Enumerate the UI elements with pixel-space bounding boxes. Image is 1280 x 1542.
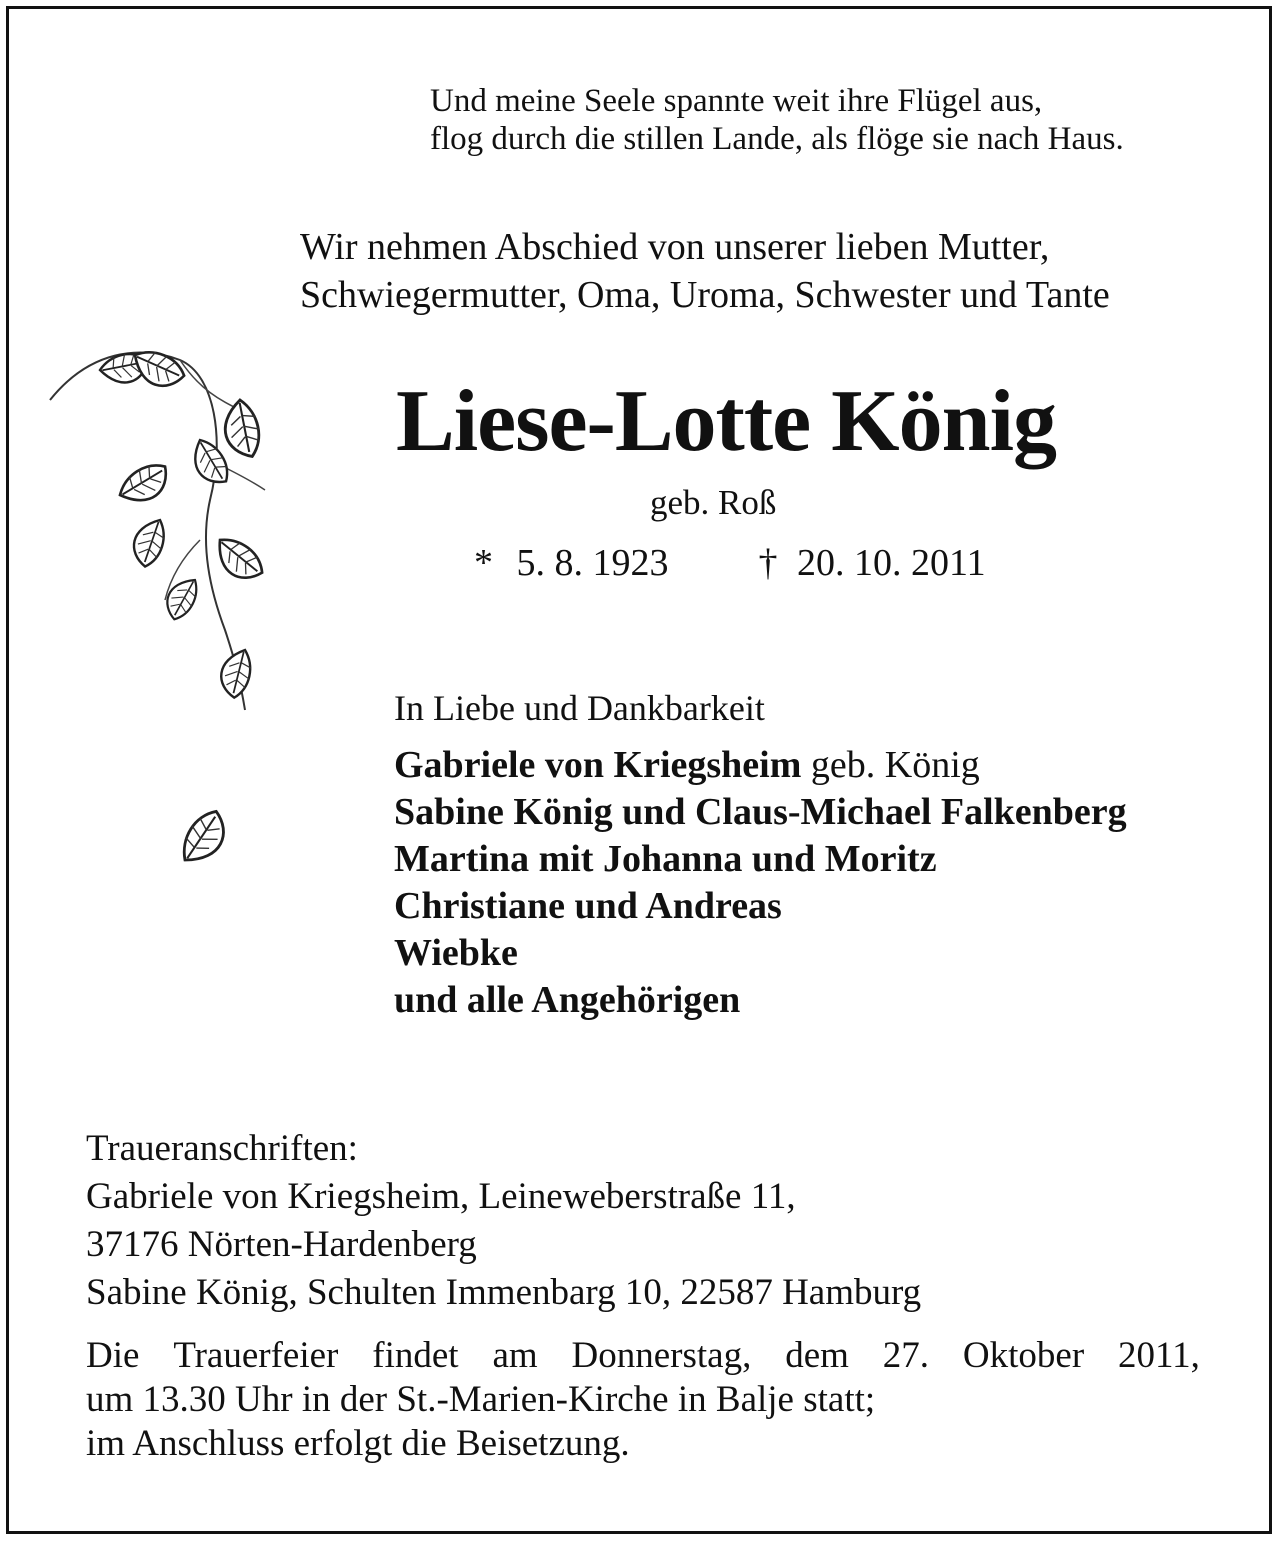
mourners-list <box>394 742 1127 1024</box>
mourners-intro: In Liebe und Dankbarkeit <box>394 688 765 728</box>
ceremony-line-2: um 13.30 Uhr in der St.-Marien-Kirche in Balje statt; <box>86 1379 876 1420</box>
mourner-line: und alle Angehörigen <box>394 979 741 1021</box>
ceremony-word: Trauerfeier <box>173 1335 339 1376</box>
mourner-suffix: geb. König <box>801 744 980 786</box>
ceremony-word: dem <box>785 1335 849 1376</box>
ceremony-word: Donnerstag, <box>571 1335 752 1376</box>
poem-line-1: Und meine Seele spannte weit ihre Flügel aus, <box>430 83 1043 119</box>
address-line: Sabine König, Schulten Immenbarg 10, 22587 Hamburg <box>86 1272 922 1313</box>
addresses-heading: Traueranschriften: <box>86 1128 358 1169</box>
deceased-name: Liese-Lotte König <box>396 373 1057 470</box>
ceremony-info <box>86 1334 1200 1466</box>
farewell-line-1: Wir nehmen Abschied von unserer lieben Mutter, <box>300 226 1050 268</box>
death-date: 20. 10. 2011 <box>797 542 986 584</box>
condolence-addresses <box>86 1125 921 1317</box>
birth-name: geb. Roß <box>650 483 777 522</box>
mourner-line: Martina mit Johanna und Moritz <box>394 838 937 880</box>
ceremony-line-3: im Anschluss erfolgt die Beisetzung. <box>86 1423 630 1464</box>
life-dates <box>474 540 986 586</box>
poem-line-2: flog durch die stillen Lande, als flöge sie nach Haus. <box>430 121 1124 157</box>
ceremony-word: Die <box>86 1335 140 1376</box>
ceremony-word: findet <box>372 1335 459 1376</box>
mourner-line: Wiebke <box>394 932 518 974</box>
mourner-name: Gabriele von Kriegsheim <box>394 744 802 786</box>
ceremony-word: Oktober <box>962 1335 1085 1376</box>
address-line: Gabriele von Kriegsheim, Leineweberstraße 11, <box>86 1176 796 1217</box>
ceremony-line-1 <box>86 1334 1200 1378</box>
birth-date: 5. 8. 1923 <box>516 542 669 584</box>
mourner-line: Christiane und Andreas <box>394 885 782 927</box>
mourner-line: Sabine König und Claus-Michael Falkenberg <box>394 791 1127 833</box>
poem <box>430 82 1124 158</box>
birch-leaves-icon <box>40 330 360 980</box>
farewell-line-2: Schwiegermutter, Oma, Uroma, Schwester und Tante <box>300 274 1110 316</box>
mourner-line <box>394 742 1127 789</box>
death-symbol: † <box>758 542 778 584</box>
address-line: 37176 Nörten-Hardenberg <box>86 1224 477 1265</box>
ceremony-word: 27. <box>882 1335 930 1376</box>
ceremony-word: 2011, <box>1118 1335 1200 1376</box>
farewell-text <box>300 223 1110 319</box>
ceremony-word: am <box>492 1335 538 1376</box>
birth-symbol: * <box>474 542 493 584</box>
